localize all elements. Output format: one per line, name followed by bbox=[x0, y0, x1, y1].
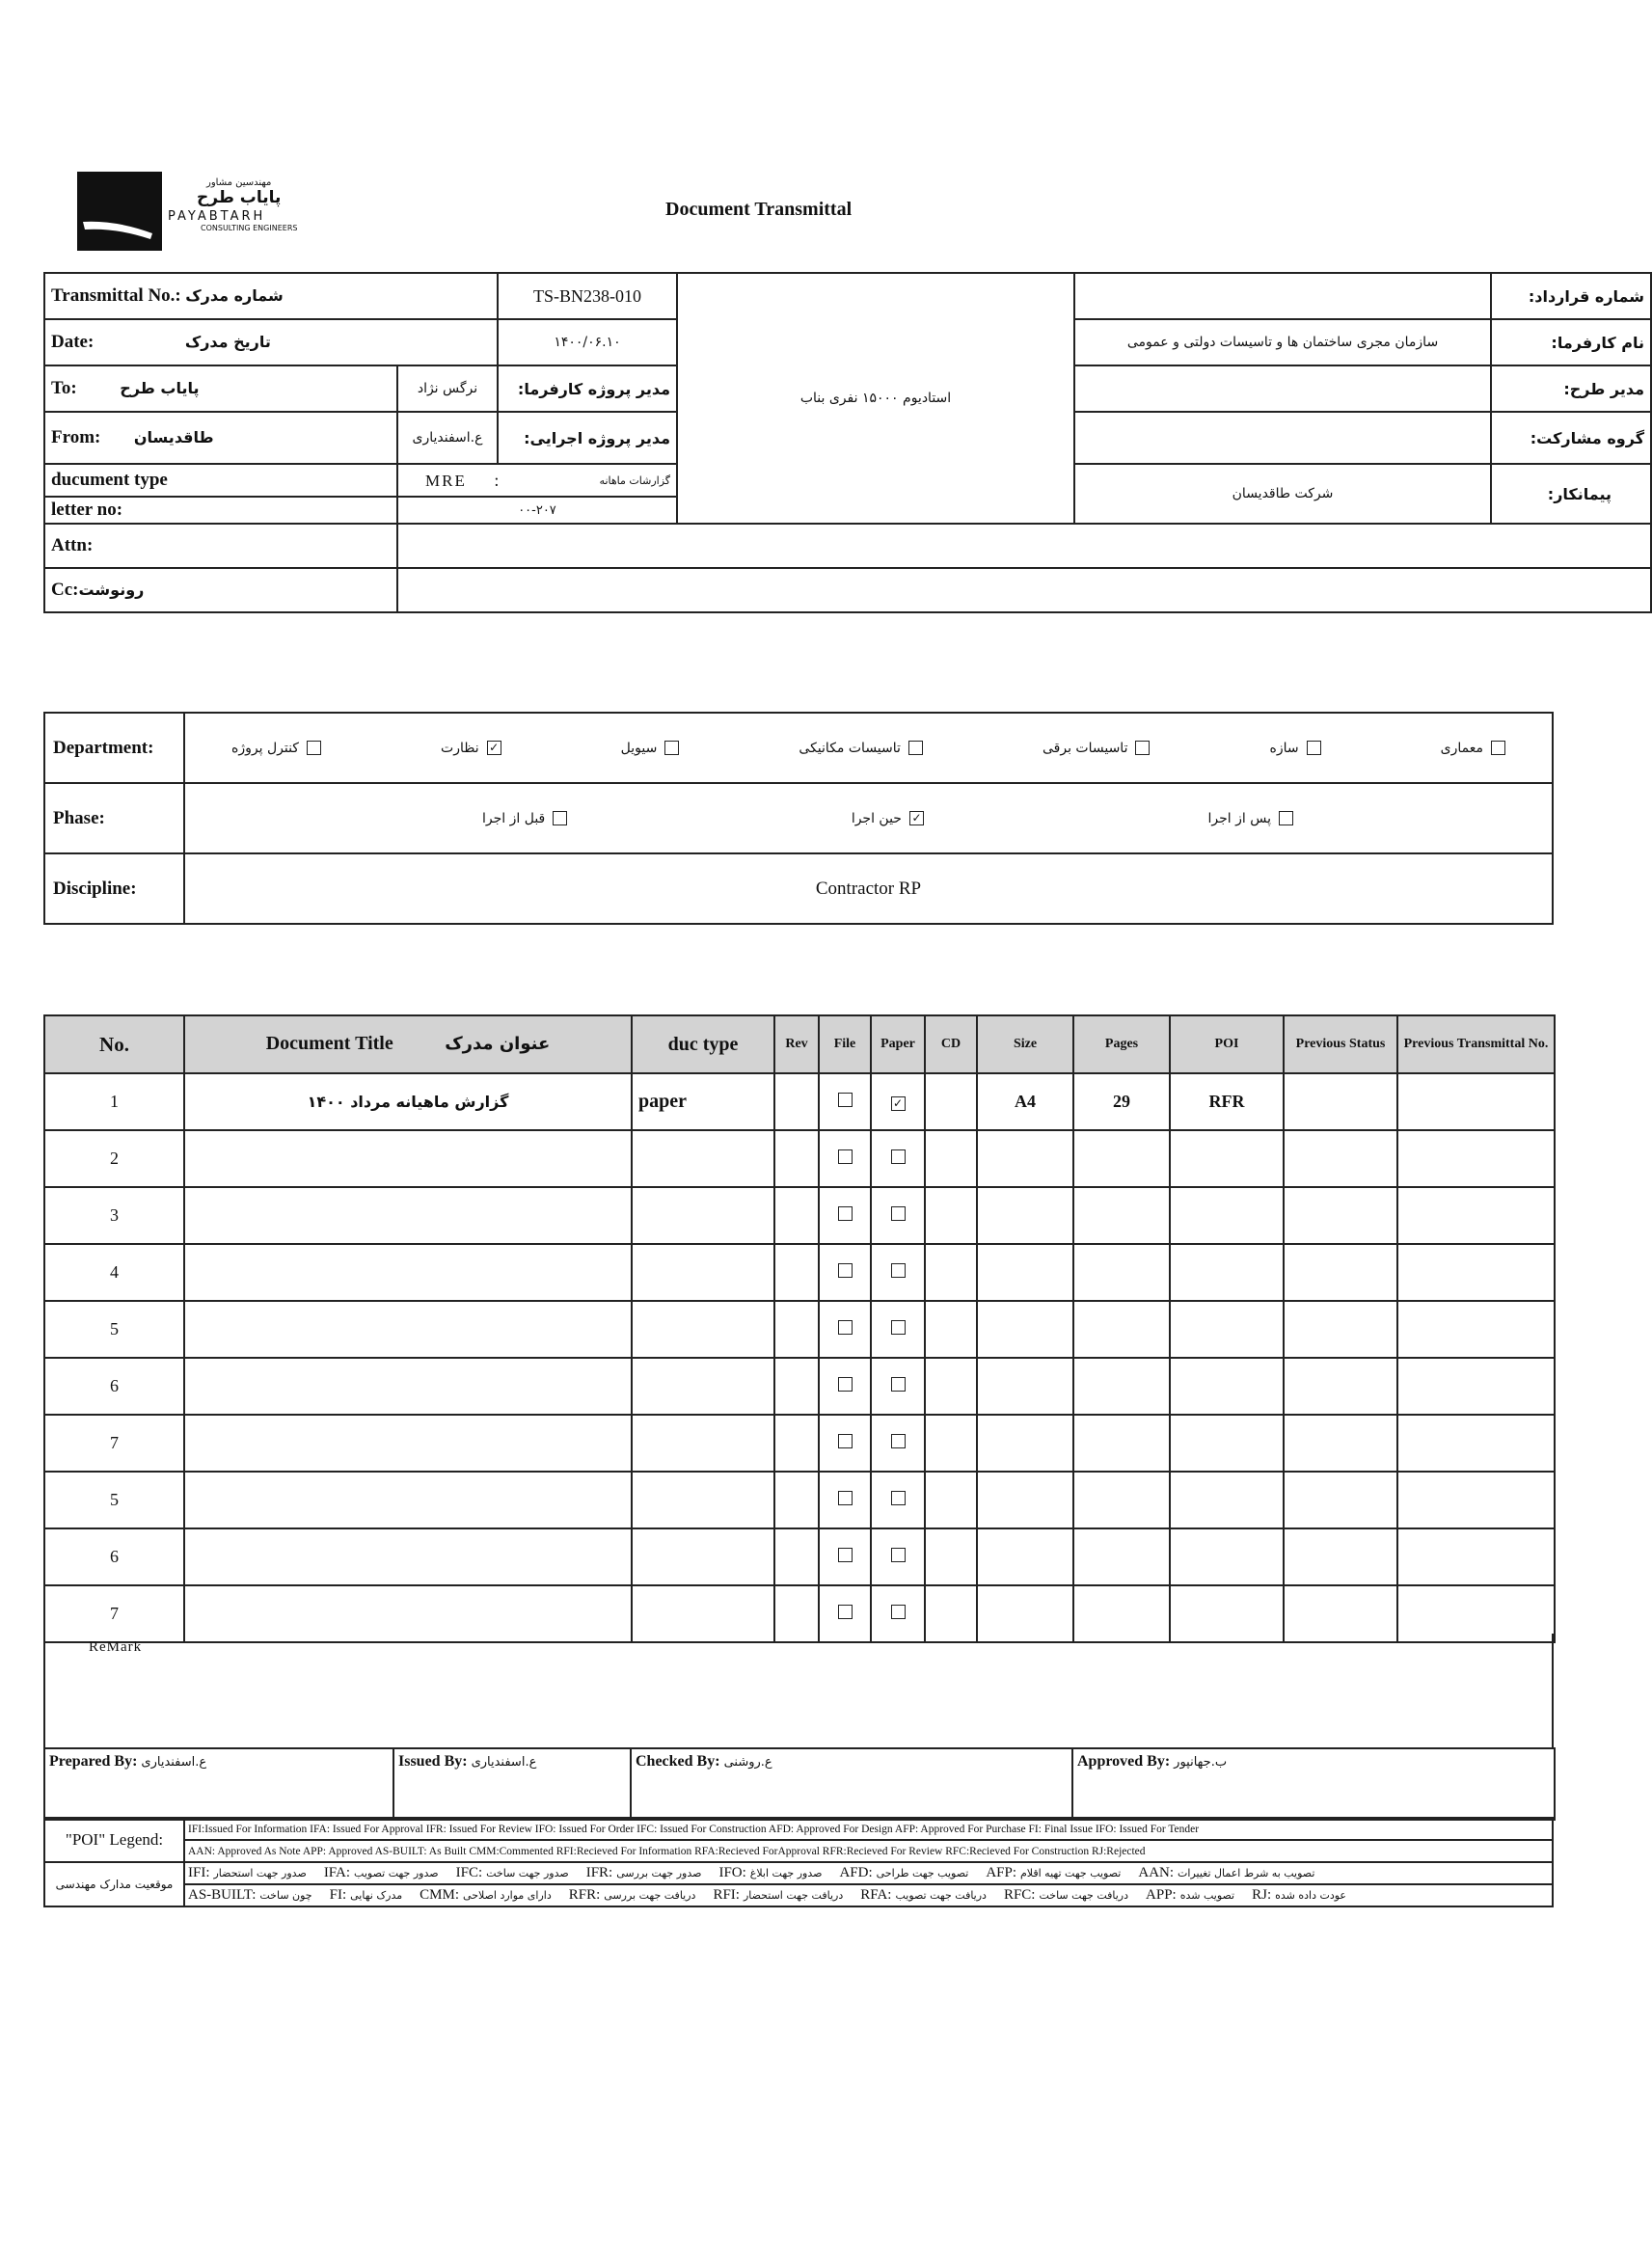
col-title: Document Title عنوان مدرک bbox=[184, 1015, 632, 1073]
col-poi: POI bbox=[1170, 1015, 1284, 1073]
logo-mark-icon bbox=[77, 172, 162, 251]
col-file: File bbox=[819, 1015, 871, 1073]
row-poi bbox=[1170, 1472, 1284, 1528]
company-logo bbox=[77, 172, 309, 257]
table-row bbox=[44, 1073, 1555, 1130]
row-no: 5 bbox=[44, 1472, 184, 1528]
row-cd bbox=[925, 1358, 977, 1415]
row-no: 7 bbox=[44, 1415, 184, 1472]
poi-legend-label: "POI" Legend: bbox=[44, 1818, 184, 1862]
attn-value bbox=[397, 524, 1651, 568]
row-prev-status bbox=[1284, 1244, 1397, 1301]
row-type bbox=[632, 1415, 774, 1472]
row-no: 3 bbox=[44, 1187, 184, 1244]
legend-line-4 bbox=[184, 1884, 1553, 1906]
paper-checkbox[interactable] bbox=[891, 1149, 906, 1164]
legend-code: AFP: bbox=[986, 1865, 1016, 1880]
row-paper bbox=[871, 1130, 925, 1187]
department-checkbox[interactable]: ✓ bbox=[487, 741, 501, 755]
row-cd bbox=[925, 1187, 977, 1244]
phase-option[interactable] bbox=[1208, 811, 1293, 826]
table-row bbox=[44, 1187, 1555, 1244]
department-option[interactable] bbox=[231, 741, 321, 756]
legend-desc: تصویب جهت طراحی bbox=[876, 1867, 969, 1879]
file-checkbox[interactable] bbox=[838, 1149, 853, 1164]
department-label: Department: bbox=[44, 713, 184, 783]
row-size bbox=[977, 1415, 1073, 1472]
transmittal-number: TS-BN238-010 bbox=[498, 273, 677, 319]
legend-code: IFO: bbox=[718, 1865, 746, 1880]
phase-label: Phase: bbox=[44, 783, 184, 853]
col-cd: CD bbox=[925, 1015, 977, 1073]
row-type: paper bbox=[632, 1073, 774, 1130]
row-type bbox=[632, 1358, 774, 1415]
legend-desc: عودت داده شده bbox=[1275, 1889, 1346, 1902]
department-checkbox[interactable] bbox=[307, 741, 321, 755]
row-no: 6 bbox=[44, 1358, 184, 1415]
employer-label: نام کارفرما: bbox=[1491, 319, 1651, 365]
row-size bbox=[977, 1528, 1073, 1585]
client-pm-label: مدیر پروژه کارفرما: bbox=[498, 365, 677, 412]
table-row bbox=[44, 1301, 1555, 1358]
phase-option[interactable] bbox=[482, 811, 567, 826]
row-prev-status bbox=[1284, 1472, 1397, 1528]
legend-desc: صدور جهت بررسی bbox=[616, 1867, 702, 1879]
row-cd bbox=[925, 1472, 977, 1528]
row-pages bbox=[1073, 1358, 1170, 1415]
department-checkbox[interactable] bbox=[908, 741, 923, 755]
row-file bbox=[819, 1073, 871, 1130]
row-paper bbox=[871, 1187, 925, 1244]
documents-table bbox=[43, 1014, 1556, 1643]
remark-box bbox=[43, 1634, 1554, 1749]
row-poi bbox=[1170, 1358, 1284, 1415]
row-title: گزارش ماهیانه مرداد ۱۴۰۰ bbox=[184, 1073, 632, 1130]
row-file bbox=[819, 1244, 871, 1301]
department-checkbox[interactable] bbox=[1135, 741, 1150, 755]
file-checkbox[interactable] bbox=[838, 1377, 853, 1392]
department-option[interactable] bbox=[621, 741, 680, 756]
contract-no-value bbox=[1074, 273, 1491, 319]
row-type bbox=[632, 1301, 774, 1358]
department-option-label: کنترل پروژه bbox=[231, 740, 299, 756]
department-option[interactable] bbox=[799, 741, 923, 756]
approved-by: Approved By: ب.جهانپور bbox=[1072, 1748, 1555, 1820]
to-cell: To: پایاب طرح bbox=[44, 365, 397, 412]
row-file bbox=[819, 1358, 871, 1415]
file-checkbox[interactable] bbox=[838, 1605, 853, 1619]
row-file bbox=[819, 1187, 871, 1244]
legend-line-2: AAN: Approved As Note APP: Approved AS-BUILT: As Built CMM:Commented RFI:Recieved For Information RFA:Recieved ForApproval RFR:Recieved For Review RFC:Recieved For Construction RJ:Rejected bbox=[184, 1840, 1553, 1862]
discipline-value: Contractor RP bbox=[184, 853, 1553, 924]
cc-label-cell: Cc:رونوشت bbox=[44, 568, 397, 612]
paper-checkbox[interactable] bbox=[891, 1548, 906, 1562]
legend-code: IFC: bbox=[455, 1865, 483, 1880]
row-poi bbox=[1170, 1528, 1284, 1585]
transmittal-label-cell: Transmittal No.: شماره مدرک bbox=[44, 273, 498, 319]
legend-code: RJ: bbox=[1252, 1887, 1272, 1903]
row-poi bbox=[1170, 1415, 1284, 1472]
row-cd bbox=[925, 1415, 977, 1472]
row-title bbox=[184, 1472, 632, 1528]
row-type bbox=[632, 1187, 774, 1244]
col-prev-status: Previous Status bbox=[1284, 1015, 1397, 1073]
file-checkbox[interactable] bbox=[838, 1093, 853, 1107]
page-title: Document Transmittal bbox=[665, 199, 853, 220]
checked-by: Checked By: ع.روشنی bbox=[631, 1748, 1072, 1820]
file-checkbox[interactable] bbox=[838, 1548, 853, 1562]
row-type bbox=[632, 1130, 774, 1187]
department-option-label: نظارت bbox=[441, 740, 479, 756]
row-size bbox=[977, 1187, 1073, 1244]
table-row bbox=[44, 1472, 1555, 1528]
row-type bbox=[632, 1472, 774, 1528]
department-option[interactable] bbox=[1043, 741, 1150, 756]
legend-desc: صدور جهت استحضار bbox=[213, 1867, 307, 1879]
row-prev-transmittal bbox=[1397, 1130, 1555, 1187]
col-size: Size bbox=[977, 1015, 1073, 1073]
row-no: 4 bbox=[44, 1244, 184, 1301]
row-poi bbox=[1170, 1244, 1284, 1301]
row-size bbox=[977, 1301, 1073, 1358]
row-rev bbox=[774, 1187, 819, 1244]
employer-value: سازمان مجری ساختمان ها و تاسیسات دولتی و عمومی bbox=[1074, 319, 1491, 365]
legend-desc: صدور جهت تصویب bbox=[354, 1867, 439, 1879]
row-type bbox=[632, 1528, 774, 1585]
row-size bbox=[977, 1472, 1073, 1528]
legend-code: AFD: bbox=[839, 1865, 873, 1880]
row-title bbox=[184, 1130, 632, 1187]
row-rev bbox=[774, 1244, 819, 1301]
row-cd bbox=[925, 1244, 977, 1301]
file-checkbox[interactable] bbox=[838, 1206, 853, 1221]
row-title bbox=[184, 1244, 632, 1301]
legend-desc: دریافت جهت تصویب bbox=[895, 1889, 987, 1902]
phase-option-label: حین اجرا bbox=[851, 810, 902, 826]
col-pages: Pages bbox=[1073, 1015, 1170, 1073]
row-no: 7 bbox=[44, 1585, 184, 1642]
doc-type-label: ducument type bbox=[44, 464, 397, 497]
phase-checkbox[interactable] bbox=[553, 811, 567, 825]
row-rev bbox=[774, 1528, 819, 1585]
row-rev bbox=[774, 1358, 819, 1415]
row-poi bbox=[1170, 1130, 1284, 1187]
phase-checkbox[interactable]: ✓ bbox=[909, 811, 924, 825]
table-row bbox=[44, 1358, 1555, 1415]
file-checkbox[interactable] bbox=[838, 1320, 853, 1335]
row-rev bbox=[774, 1472, 819, 1528]
row-prev-status bbox=[1284, 1301, 1397, 1358]
legend-desc: چون ساخت bbox=[259, 1889, 312, 1902]
legend-desc: تصویب شده bbox=[1179, 1889, 1235, 1902]
transmittal-header bbox=[43, 272, 1652, 613]
department-option[interactable] bbox=[441, 741, 501, 756]
row-pages bbox=[1073, 1528, 1170, 1585]
prepared-by: Prepared By: ع.اسفندیاری bbox=[44, 1748, 393, 1820]
legend-desc: دریافت جهت ساخت bbox=[1039, 1889, 1129, 1902]
from-person: ع.اسفندیاری bbox=[397, 412, 498, 464]
table-row bbox=[44, 1415, 1555, 1472]
row-title bbox=[184, 1528, 632, 1585]
col-paper: Paper bbox=[871, 1015, 925, 1073]
date-value: ۱۴۰۰/۰۶.۱۰ bbox=[498, 319, 677, 365]
legend-code: RFC: bbox=[1003, 1887, 1036, 1903]
row-no: 2 bbox=[44, 1130, 184, 1187]
legend-desc: تصویب جهت تهیه اقلام bbox=[1020, 1867, 1122, 1879]
phase-options bbox=[184, 783, 1553, 853]
row-paper bbox=[871, 1244, 925, 1301]
legend-desc: صدور جهت ساخت bbox=[486, 1867, 569, 1879]
legend-code: AAN: bbox=[1138, 1865, 1175, 1880]
row-size bbox=[977, 1130, 1073, 1187]
row-cd bbox=[925, 1130, 977, 1187]
row-paper bbox=[871, 1472, 925, 1528]
contract-no-label: شماره قرارداد: bbox=[1491, 273, 1651, 319]
legend-code: IFA: bbox=[323, 1865, 351, 1880]
row-prev-transmittal bbox=[1397, 1358, 1555, 1415]
row-no: 1 bbox=[44, 1073, 184, 1130]
paper-checkbox[interactable]: ✓ bbox=[891, 1096, 906, 1111]
legend-desc: دریافت جهت استحضار bbox=[743, 1889, 844, 1902]
file-checkbox[interactable] bbox=[838, 1434, 853, 1448]
file-checkbox[interactable] bbox=[838, 1263, 853, 1278]
row-prev-status bbox=[1284, 1130, 1397, 1187]
row-prev-status bbox=[1284, 1187, 1397, 1244]
row-rev bbox=[774, 1301, 819, 1358]
row-pages bbox=[1073, 1130, 1170, 1187]
logo-fa-small: مهندسین مشاور bbox=[206, 177, 272, 188]
row-prev-transmittal bbox=[1397, 1415, 1555, 1472]
phase-option[interactable] bbox=[852, 811, 924, 826]
row-cd bbox=[925, 1528, 977, 1585]
row-poi bbox=[1170, 1187, 1284, 1244]
row-size bbox=[977, 1358, 1073, 1415]
legend-code: RFI: bbox=[713, 1887, 740, 1903]
poi-legend bbox=[43, 1817, 1554, 1907]
table-row bbox=[44, 1244, 1555, 1301]
row-rev bbox=[774, 1073, 819, 1130]
row-prev-transmittal bbox=[1397, 1244, 1555, 1301]
row-size bbox=[977, 1244, 1073, 1301]
department-option-label: معماری bbox=[1440, 740, 1483, 756]
partnership-label: گروه مشارکت: bbox=[1491, 412, 1651, 464]
legend-code: RFA: bbox=[860, 1887, 892, 1903]
legend-code: CMM: bbox=[420, 1887, 460, 1903]
row-pages: 29 bbox=[1073, 1073, 1170, 1130]
paper-checkbox[interactable] bbox=[891, 1491, 906, 1505]
row-poi: RFR bbox=[1170, 1073, 1284, 1130]
legend-desc: دریافت جهت بررسی bbox=[604, 1889, 696, 1902]
design-manager-value bbox=[1074, 365, 1491, 412]
department-checkbox[interactable] bbox=[1307, 741, 1321, 755]
row-cd bbox=[925, 1073, 977, 1130]
paper-checkbox[interactable] bbox=[891, 1605, 906, 1619]
letter-no-label: letter no: bbox=[44, 497, 397, 524]
issued-by: Issued By: ع.اسفندیاری bbox=[393, 1748, 631, 1820]
project-name: استادیوم ۱۵۰۰۰ نفری بناب bbox=[677, 273, 1074, 524]
row-paper bbox=[871, 1073, 925, 1130]
row-file bbox=[819, 1472, 871, 1528]
row-prev-status bbox=[1284, 1415, 1397, 1472]
row-paper bbox=[871, 1301, 925, 1358]
department-checkbox[interactable] bbox=[1491, 741, 1505, 755]
legend-code: AS-BUILT: bbox=[188, 1887, 257, 1903]
logo-text bbox=[168, 177, 312, 232]
attn-label: Attn: bbox=[44, 524, 397, 568]
paper-checkbox[interactable] bbox=[891, 1263, 906, 1278]
paper-checkbox[interactable] bbox=[891, 1434, 906, 1448]
department-option[interactable] bbox=[1441, 741, 1505, 756]
legend-code: APP: bbox=[1146, 1887, 1177, 1903]
design-manager-label: مدیر طرح: bbox=[1491, 365, 1651, 412]
row-prev-transmittal bbox=[1397, 1187, 1555, 1244]
row-poi bbox=[1170, 1301, 1284, 1358]
legend-desc: صدور جهت ابلاغ bbox=[749, 1867, 823, 1879]
exec-pm-label: مدیر پروژه اجرایی: bbox=[498, 412, 677, 464]
department-option[interactable] bbox=[1270, 741, 1321, 756]
to-person: نرگس نژاد bbox=[397, 365, 498, 412]
row-pages bbox=[1073, 1472, 1170, 1528]
logo-fa-big: پایاب طرح bbox=[197, 188, 282, 207]
department-options bbox=[184, 713, 1553, 783]
legend-desc: دارای موارد اصلاحی bbox=[463, 1889, 552, 1902]
doc-type-cell: MRE : گزارشات ماهانه bbox=[397, 464, 677, 497]
logo-en-sub: CONSULTING ENGINEERS bbox=[201, 224, 298, 232]
row-title bbox=[184, 1187, 632, 1244]
row-paper bbox=[871, 1528, 925, 1585]
paper-checkbox[interactable] bbox=[891, 1206, 906, 1221]
contractor-value: شرکت طاقدیسان bbox=[1074, 464, 1491, 524]
row-no: 6 bbox=[44, 1528, 184, 1585]
paper-checkbox[interactable] bbox=[891, 1320, 906, 1335]
letter-no-value: ۰۰-۲۰۷ bbox=[397, 497, 677, 524]
row-pages bbox=[1073, 1301, 1170, 1358]
cc-value bbox=[397, 568, 1651, 612]
row-pages bbox=[1073, 1244, 1170, 1301]
row-paper bbox=[871, 1358, 925, 1415]
logo-en-name: PAYABTARH bbox=[168, 209, 266, 224]
row-title bbox=[184, 1301, 632, 1358]
table-row bbox=[44, 1528, 1555, 1585]
legend-fa-label: موقعیت مدارک مهندسی bbox=[44, 1862, 184, 1906]
paper-checkbox[interactable] bbox=[891, 1377, 906, 1392]
department-checkbox[interactable] bbox=[664, 741, 679, 755]
legend-code: RFR: bbox=[568, 1887, 601, 1903]
row-prev-transmittal bbox=[1397, 1073, 1555, 1130]
col-prev-transmittal: Previous Transmittal No. bbox=[1397, 1015, 1555, 1073]
row-title bbox=[184, 1415, 632, 1472]
partnership-value bbox=[1074, 412, 1491, 464]
row-file bbox=[819, 1130, 871, 1187]
classification-table bbox=[43, 712, 1554, 925]
date-label-cell: Date: تاریخ مدرک bbox=[44, 319, 498, 365]
row-type bbox=[632, 1244, 774, 1301]
legend-desc: تصویب به شرط اعمال تغییرات bbox=[1178, 1867, 1315, 1879]
phase-option-label: پس از اجرا bbox=[1207, 810, 1271, 826]
col-duc-type: duc type bbox=[632, 1015, 774, 1073]
phase-checkbox[interactable] bbox=[1279, 811, 1293, 825]
row-rev bbox=[774, 1415, 819, 1472]
legend-line-3 bbox=[184, 1862, 1553, 1884]
contractor-label: پیمانکار: bbox=[1491, 464, 1651, 524]
row-rev bbox=[774, 1130, 819, 1187]
department-option-label: سیویل bbox=[620, 740, 658, 756]
row-file bbox=[819, 1301, 871, 1358]
signature-table bbox=[43, 1747, 1556, 1821]
phase-option-label: قبل از اجرا bbox=[482, 810, 546, 826]
row-no: 5 bbox=[44, 1301, 184, 1358]
row-prev-status bbox=[1284, 1528, 1397, 1585]
row-prev-transmittal bbox=[1397, 1472, 1555, 1528]
department-option-label: تاسیسات مکانیکی bbox=[799, 740, 901, 756]
row-prev-transmittal bbox=[1397, 1301, 1555, 1358]
table-row bbox=[44, 1130, 1555, 1187]
col-rev: Rev bbox=[774, 1015, 819, 1073]
legend-line-1: IFI:Issued For Information IFA: Issued For Approval IFR: Issued For Review IFO: Issued For Order IFC: Issued For Construction AFD: Approved For Design AFP: Approved For Purchase FI: Final Issue IFO: Issued For Tender bbox=[184, 1818, 1553, 1840]
row-pages bbox=[1073, 1187, 1170, 1244]
row-file bbox=[819, 1415, 871, 1472]
row-pages bbox=[1073, 1415, 1170, 1472]
row-prev-status bbox=[1284, 1358, 1397, 1415]
row-size: A4 bbox=[977, 1073, 1073, 1130]
legend-desc: مدرک نهایی bbox=[350, 1889, 403, 1902]
discipline-label: Discipline: bbox=[44, 853, 184, 924]
legend-code: FI: bbox=[329, 1887, 347, 1903]
from-cell: From: طاقدیسان bbox=[44, 412, 397, 464]
col-no: No. bbox=[44, 1015, 184, 1073]
department-option-label: سازه bbox=[1269, 740, 1299, 756]
remark-label: ReMark bbox=[89, 1639, 143, 1655]
department-option-label: تاسیسات برقی bbox=[1042, 740, 1128, 756]
legend-code: IFR: bbox=[585, 1865, 613, 1880]
row-title bbox=[184, 1358, 632, 1415]
row-paper bbox=[871, 1415, 925, 1472]
file-checkbox[interactable] bbox=[838, 1491, 853, 1505]
legend-code: IFI: bbox=[188, 1865, 210, 1880]
row-prev-status bbox=[1284, 1073, 1397, 1130]
row-prev-transmittal bbox=[1397, 1528, 1555, 1585]
row-file bbox=[819, 1528, 871, 1585]
row-cd bbox=[925, 1301, 977, 1358]
